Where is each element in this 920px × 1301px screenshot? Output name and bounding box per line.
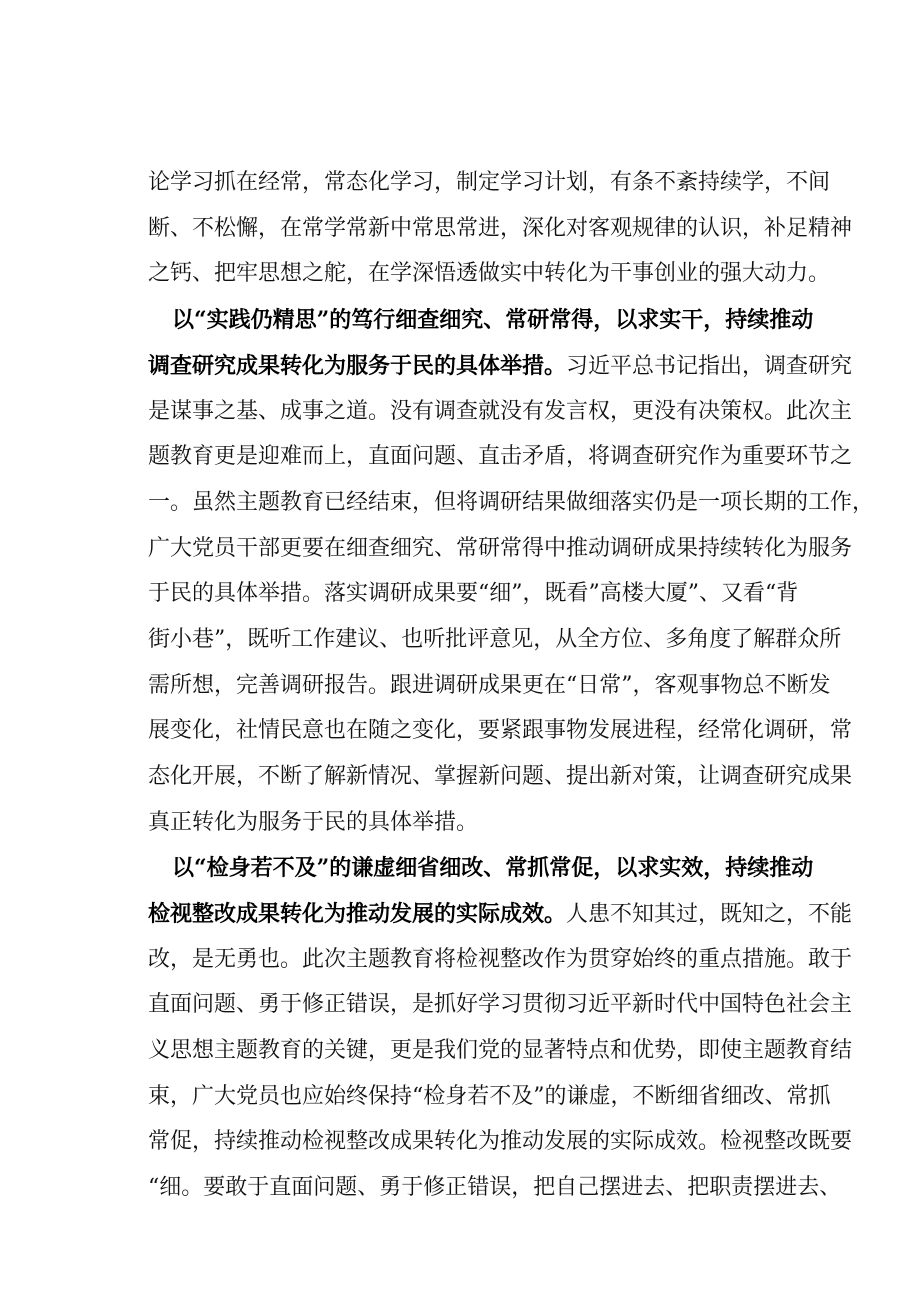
body-text-line: “细。要敢于直面问题、勇于修正错误，把自己摆进去、把职责摆进去、 <box>148 1175 842 1200</box>
mixed-text-line <box>148 899 852 930</box>
section-heading-line: 以“实践仍精思”的笃行细查细究、常研常得，以求实干，持续推动 <box>172 307 814 333</box>
body-text-line: 展变化，社情民意也在随之变化，要紧跟事物发展进程，经常化调研，常 <box>148 718 853 743</box>
body-text-line: 断、不松懈，在常学常新中常思常进，深化对客观规律的认识，补足精神 <box>148 216 853 241</box>
body-text-line: 之钙、把牢思想之舵，在学深悟透做实中转化为干事创业的强大动力。 <box>148 261 831 286</box>
body-text-line: 需所想，完善调研报告。跟进调研成果更在“日常”，客观事物总不断发 <box>148 673 831 698</box>
body-text-line: 街小巷”，既听工作建议、也听批评意见，从全方位、多角度了解群众所 <box>148 627 842 652</box>
body-text-line: 义思想主题教育的关键，更是我们党的显著特点和优势，即使主题教育结 <box>148 1038 853 1063</box>
body-text-line: 常促，持续推动检视整改成果转化为推动发展的实际成效。检视整改既要 <box>148 1129 853 1154</box>
section-heading-text: 调查研究成果转化为服务于民的具体举措。 <box>148 353 567 379</box>
body-text-line: 广大党员干部更要在细查细究、常研常得中推动调研成果持续转化为服务 <box>148 536 853 561</box>
section-heading-line: 以“检身若不及”的谦虚细省细改、常抓常促，以求实效，持续推动 <box>172 855 814 881</box>
body-text-line: 于民的具体举措。落实调研成果要“细”，既看”高楼大厦”、又看“背 <box>148 581 799 606</box>
body-text-line: 直面问题、勇于修正错误，是抓好学习贯彻习近平新时代中国特色社会主 <box>148 992 853 1017</box>
body-text-line: 是谋事之基、成事之道。没有调查就没有发言权，更没有决策权。此次主 <box>148 399 853 424</box>
mixed-text-line <box>148 351 852 382</box>
body-text-line: 真正转化为服务于民的具体举措。 <box>148 810 479 835</box>
section-heading-text: 检视整改成果转化为推动发展的实际成效。 <box>148 901 567 927</box>
body-text-line: 一。虽然主题教育已经结束，但将调研结果做细落实仍是一项长期的工作， <box>148 490 875 515</box>
body-text-line: 题教育更是迎难而上，直面问题、直击矛盾，将调查研究作为重要环节之 <box>148 444 853 469</box>
body-text-line: 束，广大党员也应始终保持“检身若不及”的谦虚，不断细省细改、常抓 <box>148 1084 831 1109</box>
body-text: 习近平总书记指出，调查研究 <box>566 354 853 379</box>
body-text: 人患不知其过，既知之，不能 <box>566 902 853 927</box>
body-text-line: 态化开展，不断了解新情况、掌握新问题、提出新对策，让调查研究成果 <box>148 764 853 789</box>
body-text-line: 改，是无勇也。此次主题教育将检视整改作为贯穿始终的重点措施。敢于 <box>148 947 853 972</box>
body-text-line: 论学习抓在经常，常态化学习，制定学习计划，有条不紊持续学，不间 <box>148 170 831 195</box>
